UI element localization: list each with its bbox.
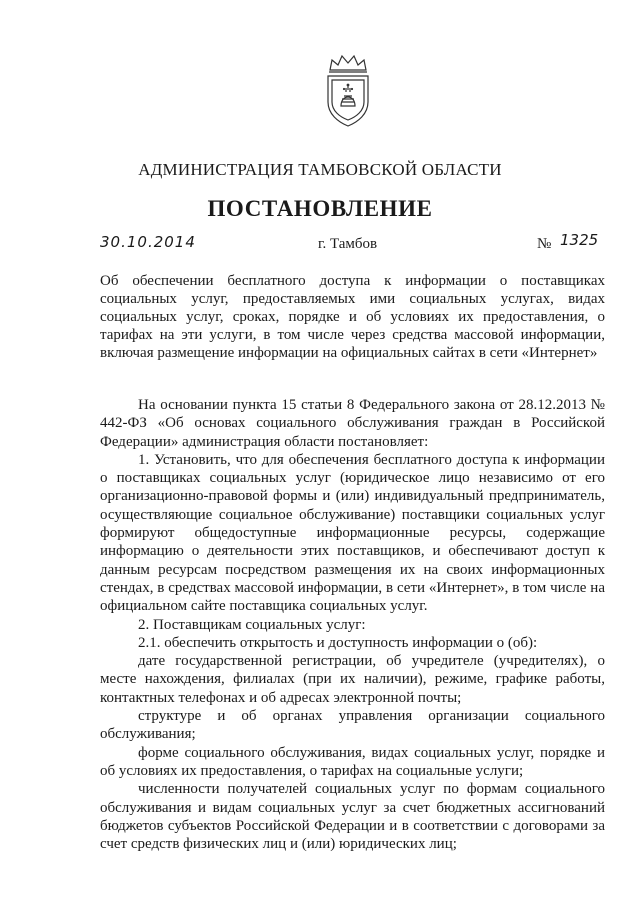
document-body	[100, 396, 605, 853]
document-number: 1325	[560, 231, 599, 249]
document-number-label: №	[537, 236, 552, 252]
preamble-paragraph: На основании пункта 15 статьи 8 Федерального закона от 28.12.2013 № 442-ФЗ «Об основах социального обслуживания граждан в Российской Федерации» администрация области постановляет:	[100, 397, 605, 450]
document-subject: Об обеспечении бесплатного доступа к информации о поставщиках социальных услуг, предоставляемых ими социальных услугах, видах социальных услуг, сроках, порядке и об условиях их предоставления, о тарифах на эти услуги, в том числе через средства массовой информации, включая размещение информации на официальных сайтах в сети «Интернет»	[100, 273, 605, 361]
list-item-registration: дате государственной регистрации, об учредителе (учредителях), о месте нахождения, филиалах (при их наличии), режиме, графике работы, контактных телефонах и об адресах электронной почты;	[100, 653, 605, 706]
document-type-title: ПОСТАНОВЛЕНИЕ	[207, 196, 433, 221]
list-item-structure: структуре и об органах управления организации социального обслуживания;	[100, 708, 605, 743]
organization-name: АДМИНИСТРАЦИЯ ТАМБОВСКОЙ ОБЛАСТИ	[138, 160, 502, 179]
clause-1-paragraph: 1. Установить, что для обеспечения бесплатного доступа к информации о поставщиках социальных услуг (юридическое лицо независимо от его организационно-правовой формы и (или) индивидуальный предприниматель, осуществляющие социальное обслуживание) поставщики социальных услуг формируют общедоступные информационные ресурсы, содержащие информацию о деятельности этих поставщиков, и обеспечивают доступ к данным ресурсам посредством размещения их на своих информационных стендах, в средствах массовой информации, в сети «Интернет», в том числе на официальном сайте поставщика социальных услуг.	[100, 451, 605, 615]
document-date: 30.10.2014	[100, 233, 196, 251]
document-city: г. Тамбов	[318, 236, 378, 252]
tambov-coat-of-arms-icon	[320, 50, 376, 128]
clause-2-paragraph: 2. Поставщикам социальных услуг:	[138, 616, 366, 633]
list-item-service-forms: форме социального обслуживания, видах социальных услуг, порядке и об условиях их предоставления, о тарифах на социальные услуги;	[100, 744, 605, 779]
clause-2-1-paragraph: 2.1. обеспечить открытость и доступность информации о (об):	[138, 634, 538, 651]
list-item-recipients: численности получателей социальных услуг по формам социального обслуживания и видам социальных услуг за счет бюджетных ассигнований бюджетов субъектов Российской Федерации и в соответствии с договорами за счет средств физических лиц и (или) юридических лиц;	[100, 781, 605, 853]
